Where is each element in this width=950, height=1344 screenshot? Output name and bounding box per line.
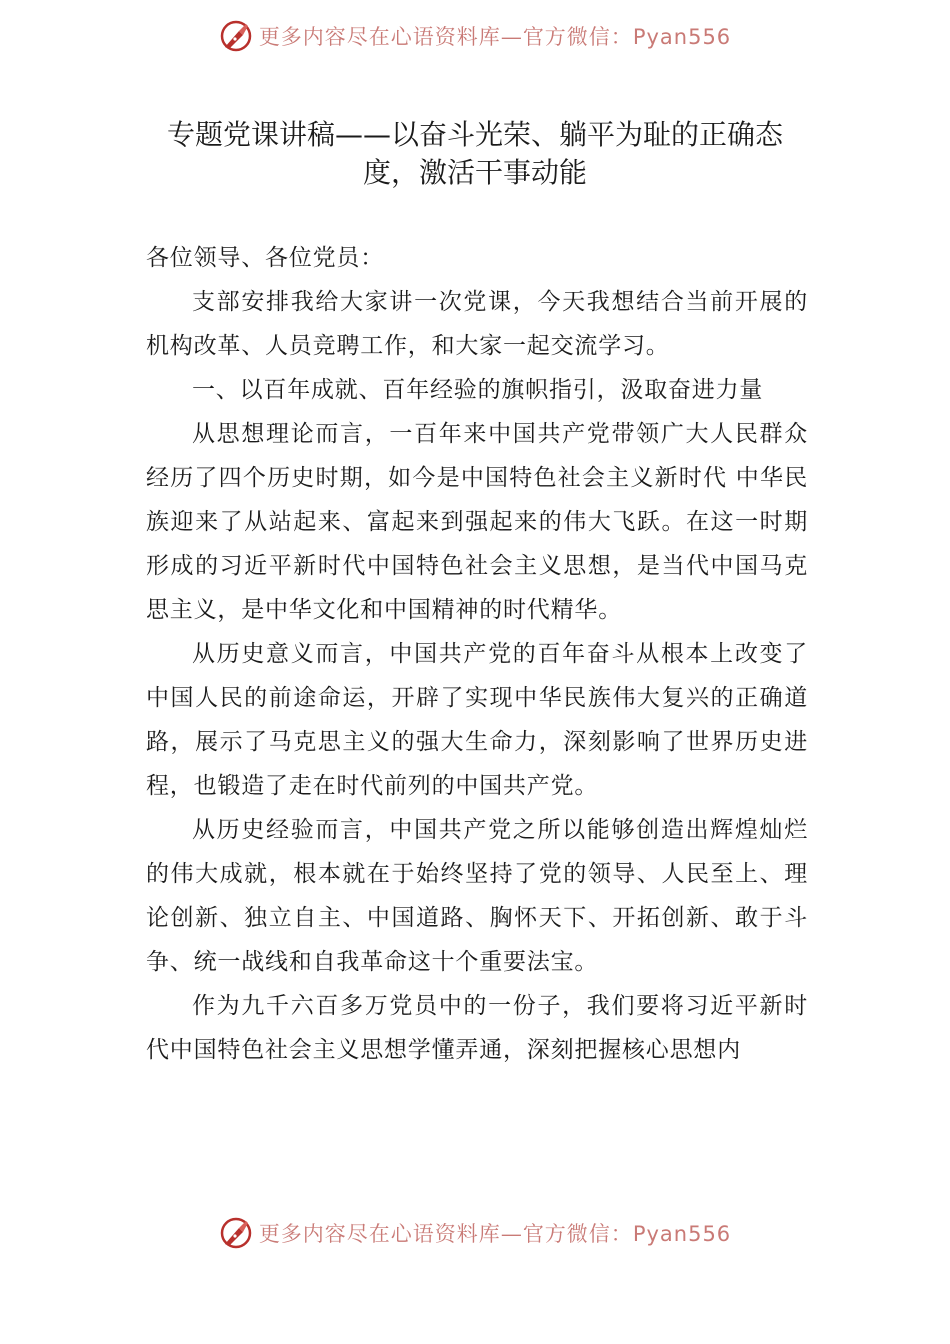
banner-text: 更多内容尽在心语资料库—官方微信：Pyan556 — [258, 25, 732, 49]
paragraph-intro: 支部安排我给大家讲一次党课，今天我想结合当前开展的机构改革、人员竞聘工作，和大家一起交流学习。 — [146, 289, 808, 359]
section-heading-1: 一、以百年成就、百年经验的旗帜指引，汲取奋进力量 — [192, 377, 764, 403]
pen-nib-logo-icon — [219, 19, 253, 53]
pen-nib-logo-icon — [219, 1216, 253, 1250]
document-title: 专题党课讲稿——以奋斗光荣、躺平为耻的正确态度，激活干事动能 — [166, 118, 783, 189]
header-watermark-banner — [0, 14, 950, 58]
paragraph-history-experience: 从历史经验而言，中国共产党之所以能够创造出辉煌灿烂的伟大成就，根本就在于始终坚持了党的领导、人民至上、理论创新、独立自主、中国道路、胸怀天下、开拓创新、敢于斗争、统一战线和自我革命这十个重要法宝。 — [146, 817, 808, 975]
paragraph-history-significance: 从历史意义而言，中国共产党的百年奋斗从根本上改变了中国人民的前途命运，开辟了实现中华民族伟大复兴的正确道路，展示了马克思主义的强大生命力，深刻影响了世界历史进程，也锻造了走在时代前列的中国共产党。 — [146, 641, 808, 799]
paragraph-party-members: 作为九千六百多万党员中的一份子，我们要将习近平新时代中国特色社会主义思想学懂弄通，深刻把握核心思想内 — [146, 993, 808, 1063]
footer-watermark-banner — [0, 1211, 950, 1255]
salutation: 各位领导、各位党员： — [146, 245, 384, 271]
banner-text: 更多内容尽在心语资料库—官方微信：Pyan556 — [258, 1222, 732, 1246]
document-body — [146, 236, 808, 1072]
paragraph-theory: 从思想理论而言，一百年来中国共产党带领广大人民群众经历了四个历史时期，如今是中国特色社会主义新时代 中华民族迎来了从站起来、富起来到强起来的伟大飞跃。在这一时期形成的习近平新时代中国特色社会主义思想，是当代中国马克思主义，是中华文化和中国精神的时代精华。 — [146, 421, 808, 623]
